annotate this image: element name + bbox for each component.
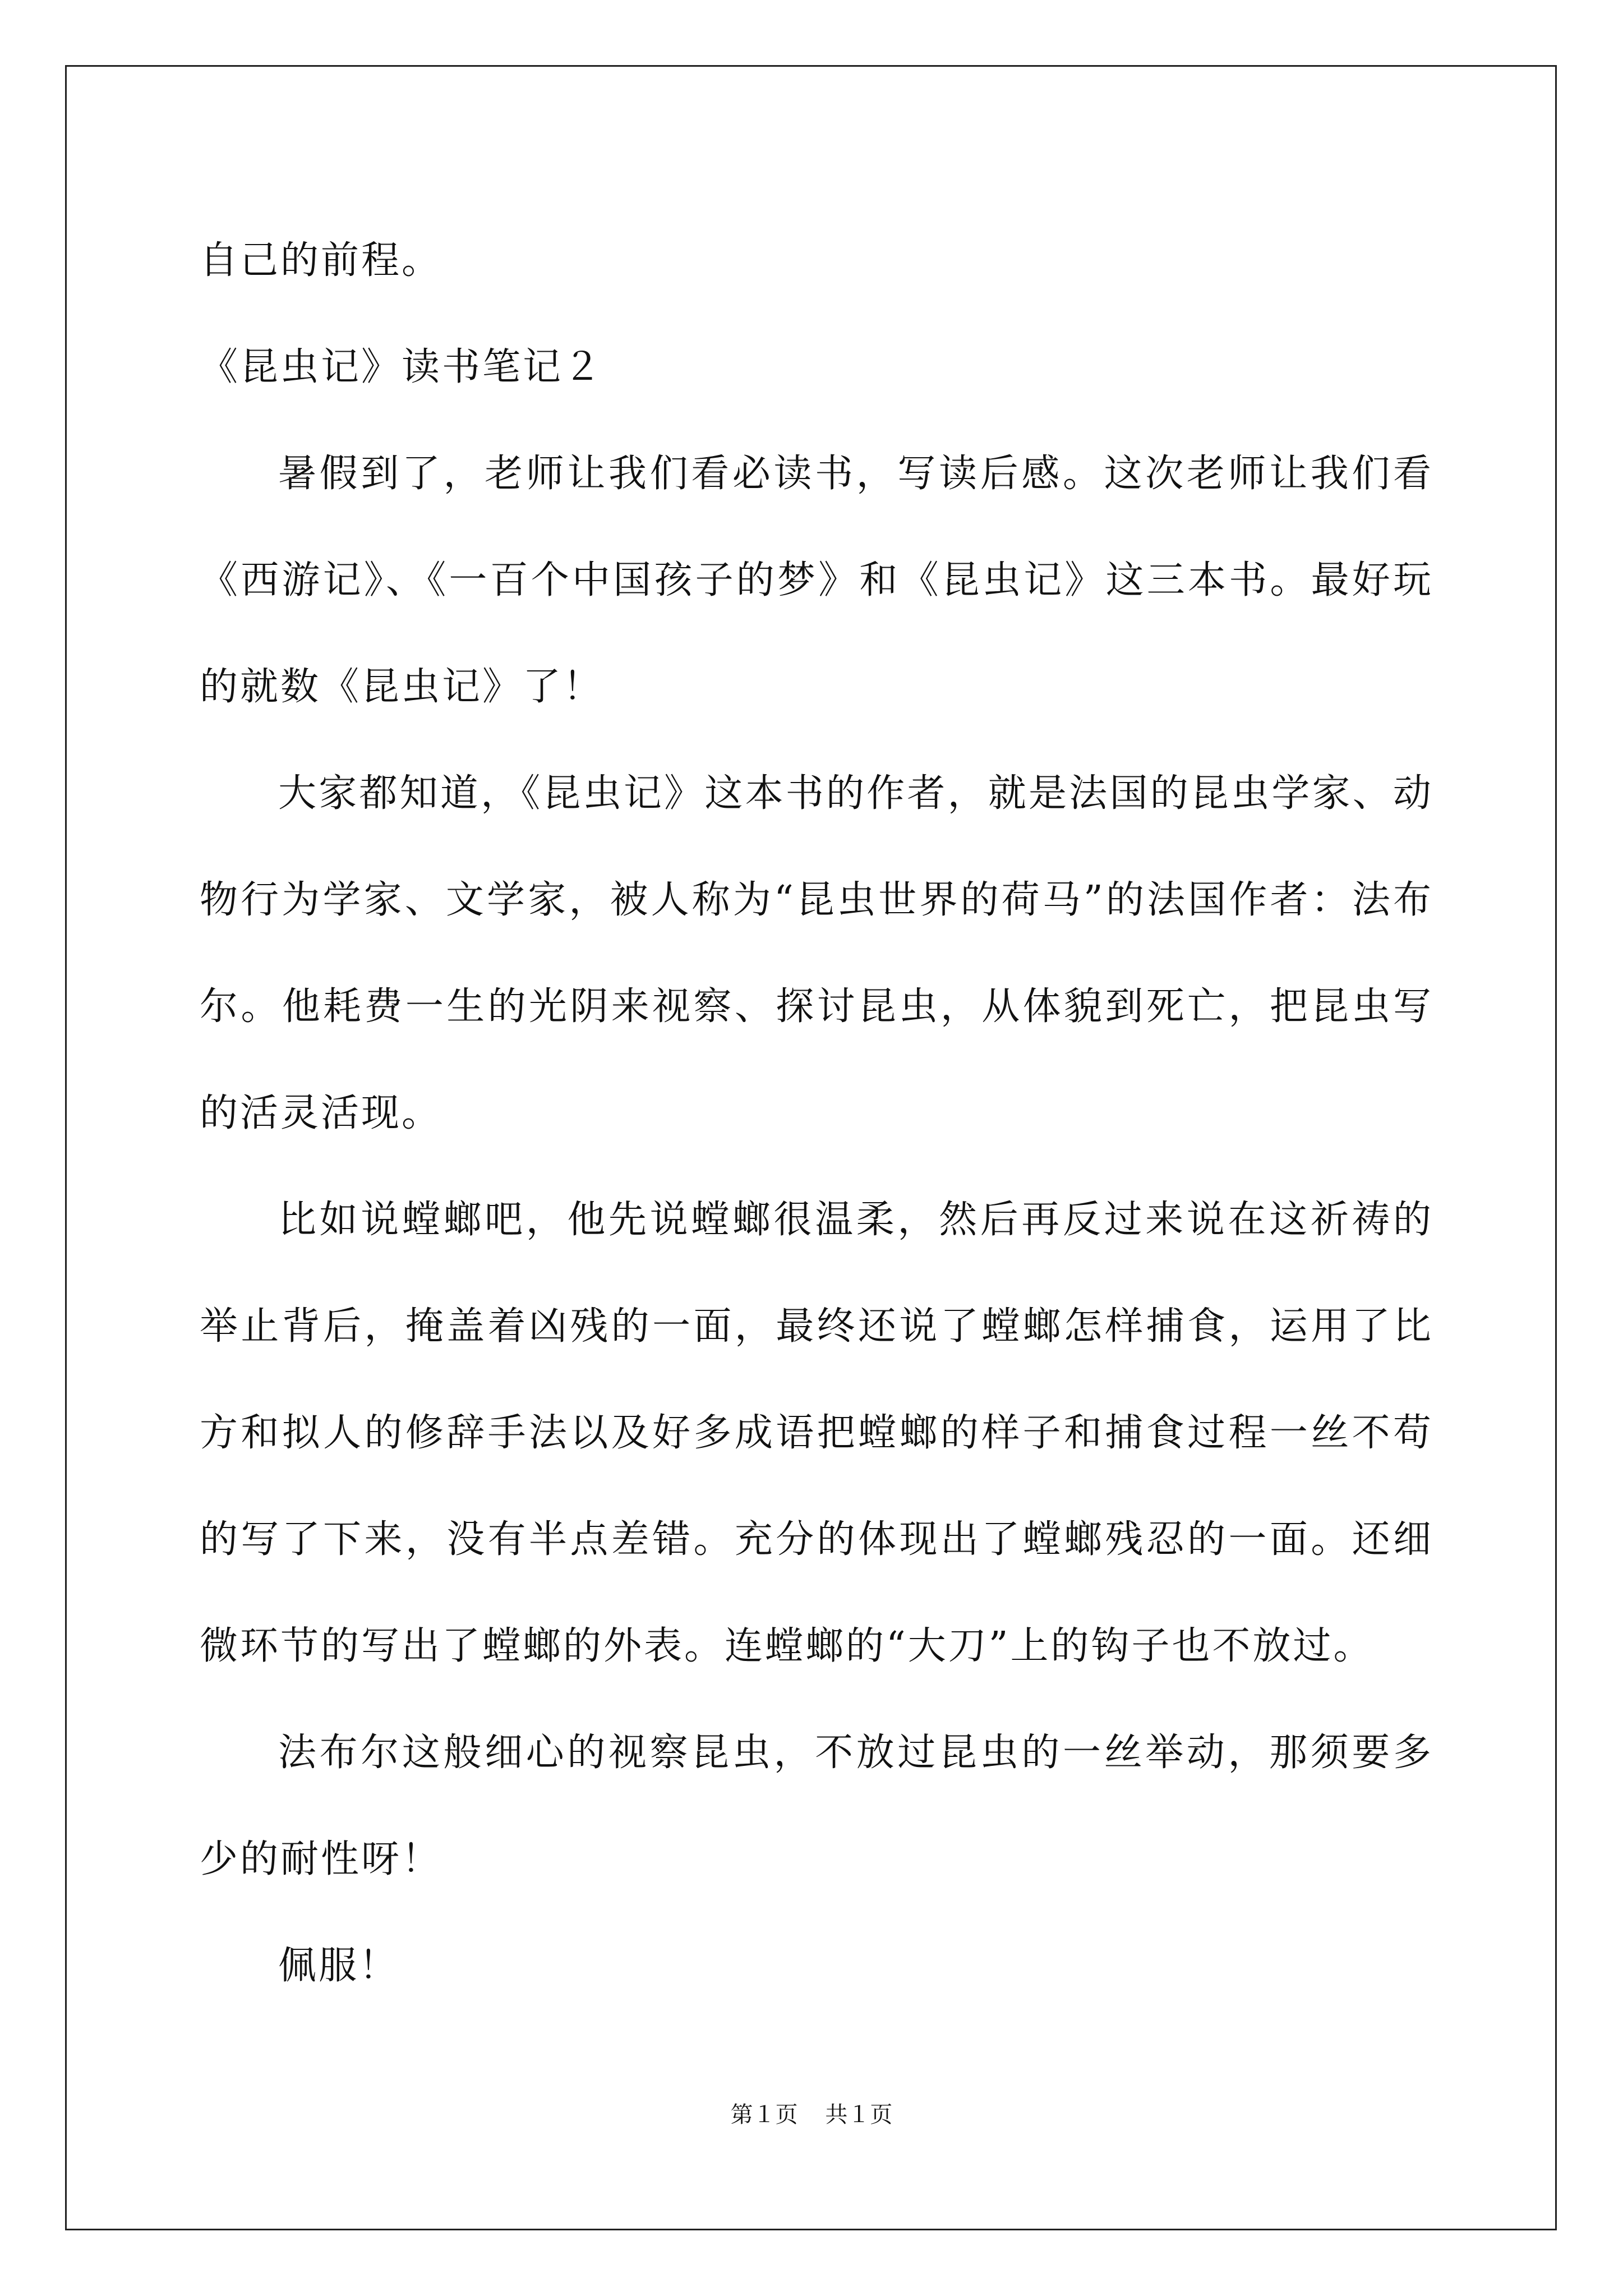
document-body bbox=[200, 208, 1433, 2019]
paragraph: 佩服！ bbox=[278, 1944, 400, 1988]
paragraph-continuation: 自己的前程。 bbox=[200, 238, 442, 283]
page-number: 第１页 bbox=[730, 2102, 798, 2128]
paragraph: 比如说螳螂吧，他先说螳螂很温柔，然后再反过来说在这祈祷的举止背后，掩盖着凶残的一面，最终还说了螳螂怎样捕食，运用了比方和拟人的修辞手法以及好多成语把螳螂的样子和捕食过程一丝不苟的写了下来，没有半点差错。充分的体现出了螳螂残忍的一面。还细微环节的写出了螳螂的外表。连螳螂的“大刀”上的钩子也不放过。 bbox=[200, 1198, 1433, 1668]
paragraph: 暑假到了，老师让我们看必读书，写读后感。这次老师让我们看《西游记》、《一百个中国孩子的梦》和《昆虫记》这三本书。最好玩的就数《昆虫记》了！ bbox=[200, 452, 1433, 709]
page-total: 共１页 bbox=[825, 2102, 893, 2128]
paragraph: 法布尔这般细心的视察昆虫，不放过昆虫的一丝举动，那须要多少的耐性呀！ bbox=[200, 1731, 1433, 1881]
page-footer bbox=[0, 2101, 1623, 2129]
section-heading: 《昆虫记》读书笔记２ bbox=[200, 345, 604, 389]
paragraph: 大家都知道，《昆虫记》这本书的作者，就是法国的昆虫学家、动物行为学家、文学家，被人称为“昆虫世界的荷马”的法国作者：法布尔。他耗费一生的光阴来视察、探讨昆虫，从体貌到死亡，把昆虫写的活灵活现。 bbox=[200, 771, 1433, 1135]
